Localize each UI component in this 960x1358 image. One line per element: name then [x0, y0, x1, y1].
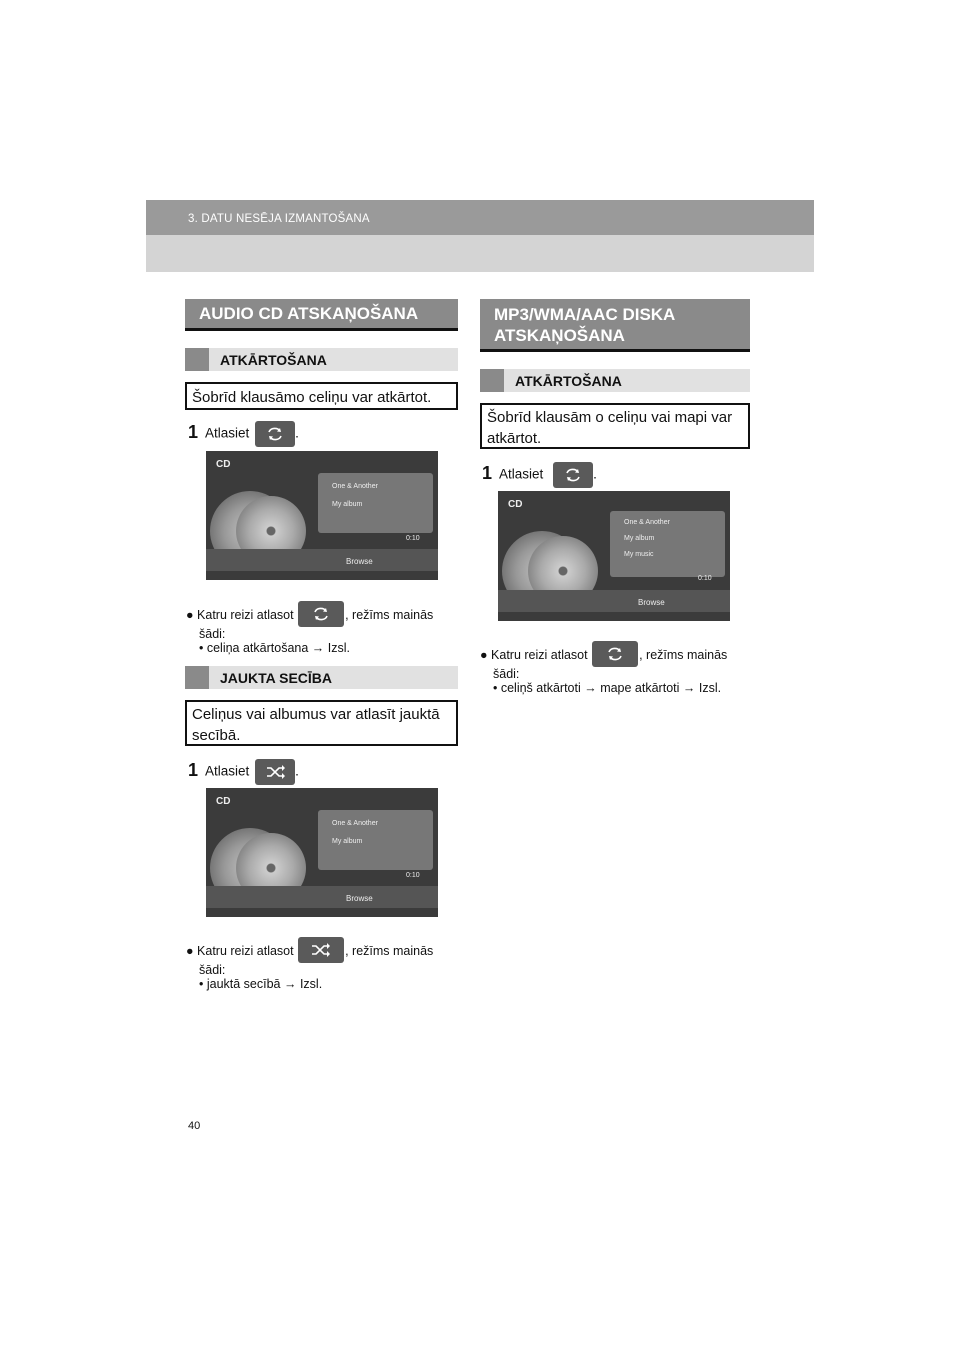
track-2: My album [332, 501, 363, 508]
subheading-marker [185, 348, 209, 371]
shuffle-icon [255, 759, 295, 785]
page-number: 40 [188, 1120, 201, 1132]
shuffle-subheading-text: JAUKTA SECĪBA [220, 670, 333, 686]
repeat-subheading-text: ATKĀRTOŠANA [220, 352, 327, 368]
repeat-icon [255, 421, 295, 447]
control-bar [498, 590, 730, 612]
track-1: One & Another [624, 519, 670, 526]
left-section-title [185, 299, 458, 331]
repeat-subheading [185, 348, 458, 371]
play-time: 0:10 [406, 535, 420, 542]
subheading-marker [480, 369, 504, 392]
shuffle-subheading [185, 666, 458, 689]
mp3-repeat-description-2: atkārtot. [487, 430, 542, 447]
subheading-marker [185, 666, 209, 689]
bullet-post: , režīms mainās [639, 648, 728, 662]
bullet-pre: Katru reizi atlasot [197, 944, 294, 958]
bullet-pre: Katru reizi atlasot [491, 648, 588, 662]
mp3-screen-repeat [498, 491, 730, 621]
mp3-repeat-step: 1 Atlasiet . [482, 462, 597, 488]
bullet-sequence: • celiņa atkārtošana → Izsl. [199, 641, 350, 655]
browse-button: Browse [346, 894, 373, 903]
mp3-repeat-description-1: Šobrīd klausām o celiņu vai mapi var [487, 409, 733, 426]
browse-button: Browse [346, 557, 373, 566]
step-number: 1 [188, 421, 199, 442]
repeat-icon [553, 462, 593, 488]
control-bar [206, 886, 438, 908]
track-2: My album [624, 535, 655, 542]
right-section-title [480, 299, 750, 352]
control-bar [206, 549, 438, 571]
bullet-sequence: • celiņš atkārtoti → mape atkārtoti → Izsl. [493, 681, 722, 695]
repeat-icon [592, 641, 638, 667]
bullet-sequence: • jauktā secībā → Izsl. [199, 977, 323, 991]
play-time: 0:10 [698, 575, 712, 582]
source-label: CD [216, 796, 231, 807]
repeat-bullet: ● Katru reizi atlasot , režīms mainās šādi: • celiņa atkārtošana → Izsl. [186, 601, 458, 655]
play-time: 0:10 [406, 872, 420, 879]
step-text: Atlasiet [205, 763, 250, 779]
step-number: 1 [482, 462, 493, 483]
track-1: One & Another [332, 483, 378, 490]
repeat-description: Šobrīd klausāmo celiņu var atkārtot. [192, 389, 432, 406]
shuffle-description-1: Celiņus vai albumus var atlasīt jauktā [192, 706, 440, 723]
cd-screen-shuffle [206, 788, 438, 917]
right-title-line1: MP3/WMA/AAC DISKA [494, 305, 676, 324]
bullet-line2: šādi: [199, 627, 226, 641]
mp3-repeat-subheading-text: ATKĀRTOŠANA [515, 373, 622, 389]
repeat-step: 1 Atlasiet . [188, 421, 299, 447]
mp3-repeat-description-box [480, 403, 750, 449]
bullet-pre: Katru reizi atlasot [197, 608, 294, 622]
step-text: Atlasiet [499, 466, 544, 482]
right-title-line2: ATSKAŅOŠANA [494, 326, 625, 345]
step-text: Atlasiet [205, 425, 250, 441]
shuffle-bullet: ● Katru reizi atlasot , režīms mainās šādi: • jauktā secībā → Izsl. [186, 937, 458, 991]
shuffle-description-box [185, 700, 458, 746]
cd-screen-repeat [206, 451, 438, 580]
track-2: My album [332, 838, 363, 845]
bullet-line2: šādi: [493, 667, 520, 681]
bullet-post: , režīms mainās [345, 608, 434, 622]
source-label: CD [508, 499, 523, 510]
repeat-description-box [185, 382, 458, 410]
mp3-repeat-subheading [480, 369, 750, 392]
bullet-line2: šādi: [199, 963, 226, 977]
bullet-post: , režīms mainās [345, 944, 434, 958]
track-1: One & Another [332, 820, 378, 827]
header-sub-band [146, 235, 814, 272]
shuffle-step: 1 Atlasiet . [188, 759, 299, 785]
step-number: 1 [188, 759, 199, 780]
shuffle-description-2: secībā. [192, 727, 241, 744]
track-3: My music [624, 551, 654, 558]
shuffle-icon [298, 937, 344, 963]
mp3-repeat-bullet: ● Katru reizi atlasot , režīms mainās šādi: • celiņš atkārtoti → mape atkārtoti → Izsl. [480, 641, 752, 695]
browse-button: Browse [638, 598, 665, 607]
section-title: 3. DATU NESĒJA IZMANTOŠANA [188, 213, 370, 225]
source-label: CD [216, 459, 231, 470]
left-section-title-text: AUDIO CD ATSKAŅOŠANA [199, 304, 419, 323]
repeat-icon [298, 601, 344, 627]
